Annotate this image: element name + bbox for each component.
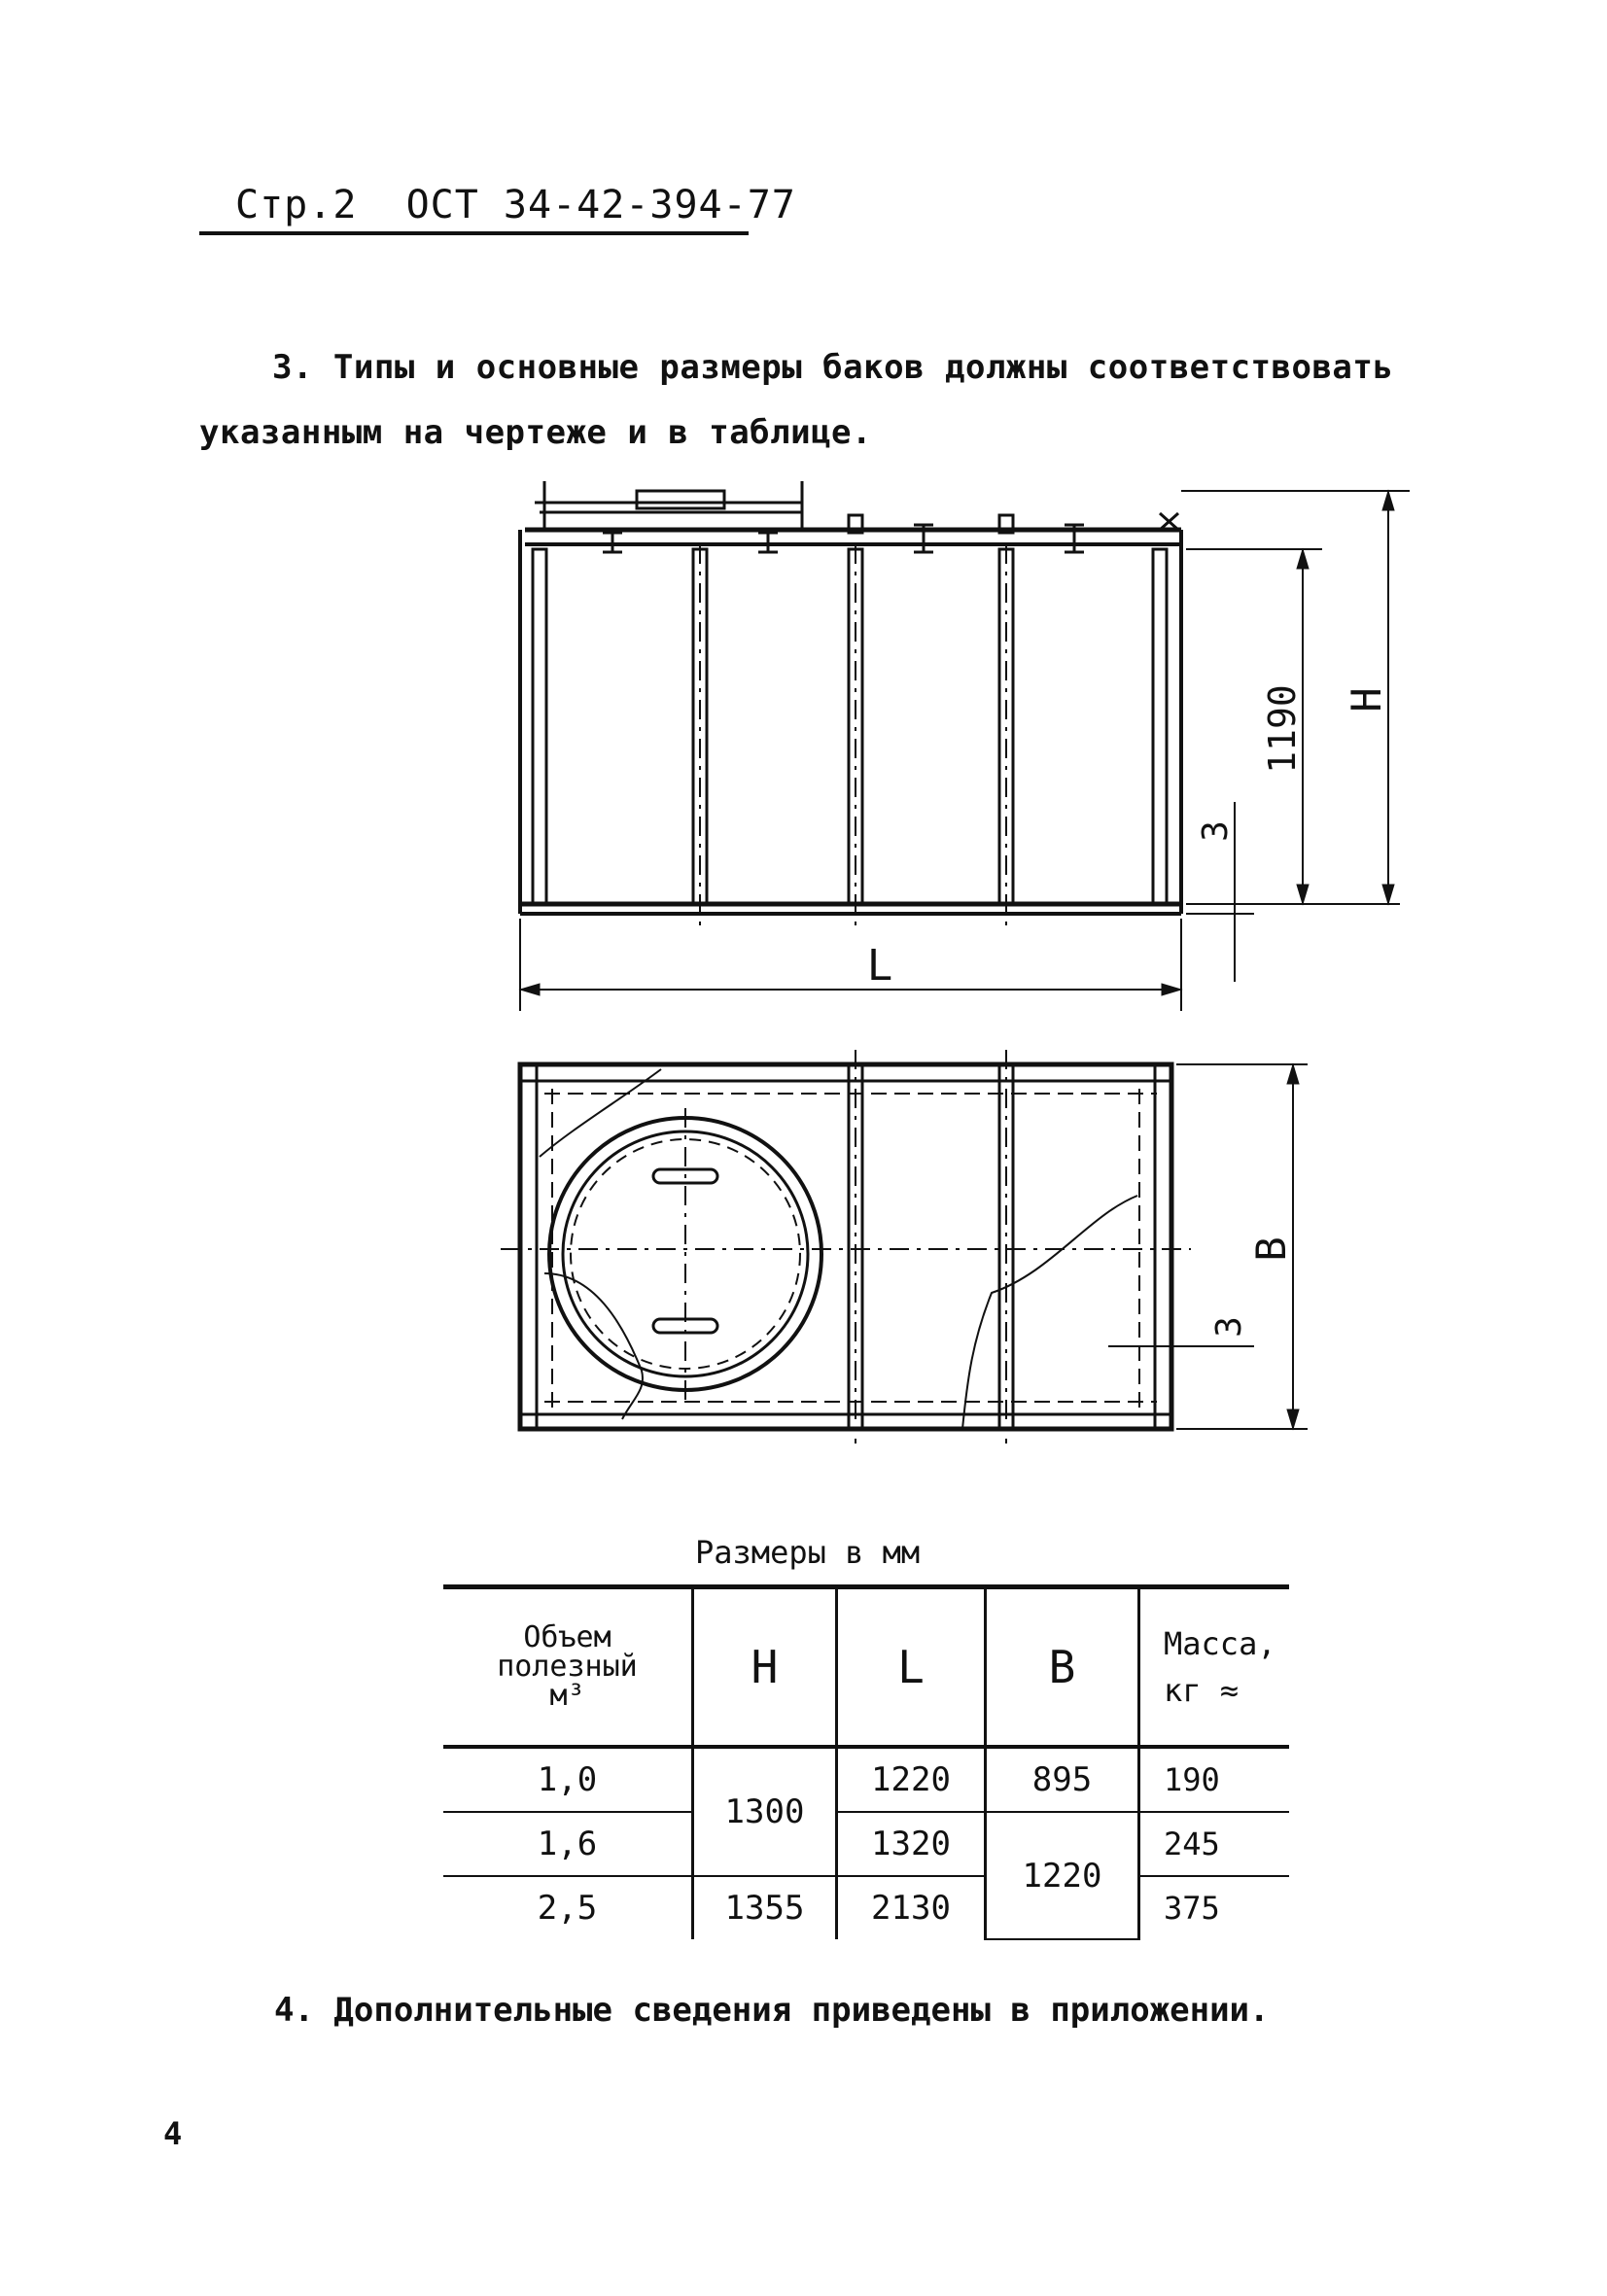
header-l: L	[837, 1587, 986, 1748]
cell-l: 1320	[837, 1812, 986, 1876]
cell-h: 1300	[693, 1747, 837, 1876]
dim-b-label: B	[1247, 1236, 1295, 1262]
cell-b: 895	[986, 1747, 1139, 1812]
cell-volume: 2,5	[443, 1876, 693, 1939]
table-row	[443, 1876, 1289, 1939]
table-row	[443, 1812, 1289, 1876]
cell-volume: 1,6	[443, 1812, 693, 1876]
header-volume: Объем полезный м³	[443, 1587, 693, 1748]
dim-3-plan-label: 3	[1209, 1316, 1249, 1338]
table-row	[443, 1747, 1289, 1812]
dim-3-front-label: 3	[1196, 820, 1236, 842]
cell-l: 1220	[837, 1747, 986, 1812]
header-h: H	[693, 1587, 837, 1748]
paragraph-3-line-2: указанным на чертеже и в таблице.	[199, 413, 873, 452]
dimensions-table	[443, 1584, 1289, 1940]
header-mass: Масса, кг ≈	[1139, 1587, 1290, 1748]
paragraph-4: 4. Дополнительные сведения приведены в приложении.	[274, 1991, 1270, 2030]
table-header-row	[443, 1587, 1289, 1748]
dim-1190-label: 1190	[1261, 684, 1304, 774]
cell-mass: 190	[1139, 1747, 1290, 1812]
cell-b: 1220	[986, 1812, 1139, 1939]
header-b: B	[986, 1587, 1139, 1748]
dim-l-label: L	[866, 941, 893, 991]
plan-view	[501, 1050, 1308, 1444]
cell-h: 1355	[693, 1876, 837, 1939]
cell-l: 2130	[837, 1876, 986, 1939]
paragraph-3-line-1: 3. Типы и основные размеры баков должны соответствовать	[272, 348, 1394, 387]
dim-h-label: H	[1343, 687, 1390, 713]
cell-volume: 1,0	[443, 1747, 693, 1812]
page-header: Стр.2 ОСТ 34-42-394-77	[235, 183, 796, 227]
table-caption: Размеры в мм	[695, 1534, 921, 1571]
page-number: 4	[163, 2115, 183, 2152]
cell-mass: 375	[1139, 1876, 1290, 1939]
cell-mass: 245	[1139, 1812, 1290, 1876]
